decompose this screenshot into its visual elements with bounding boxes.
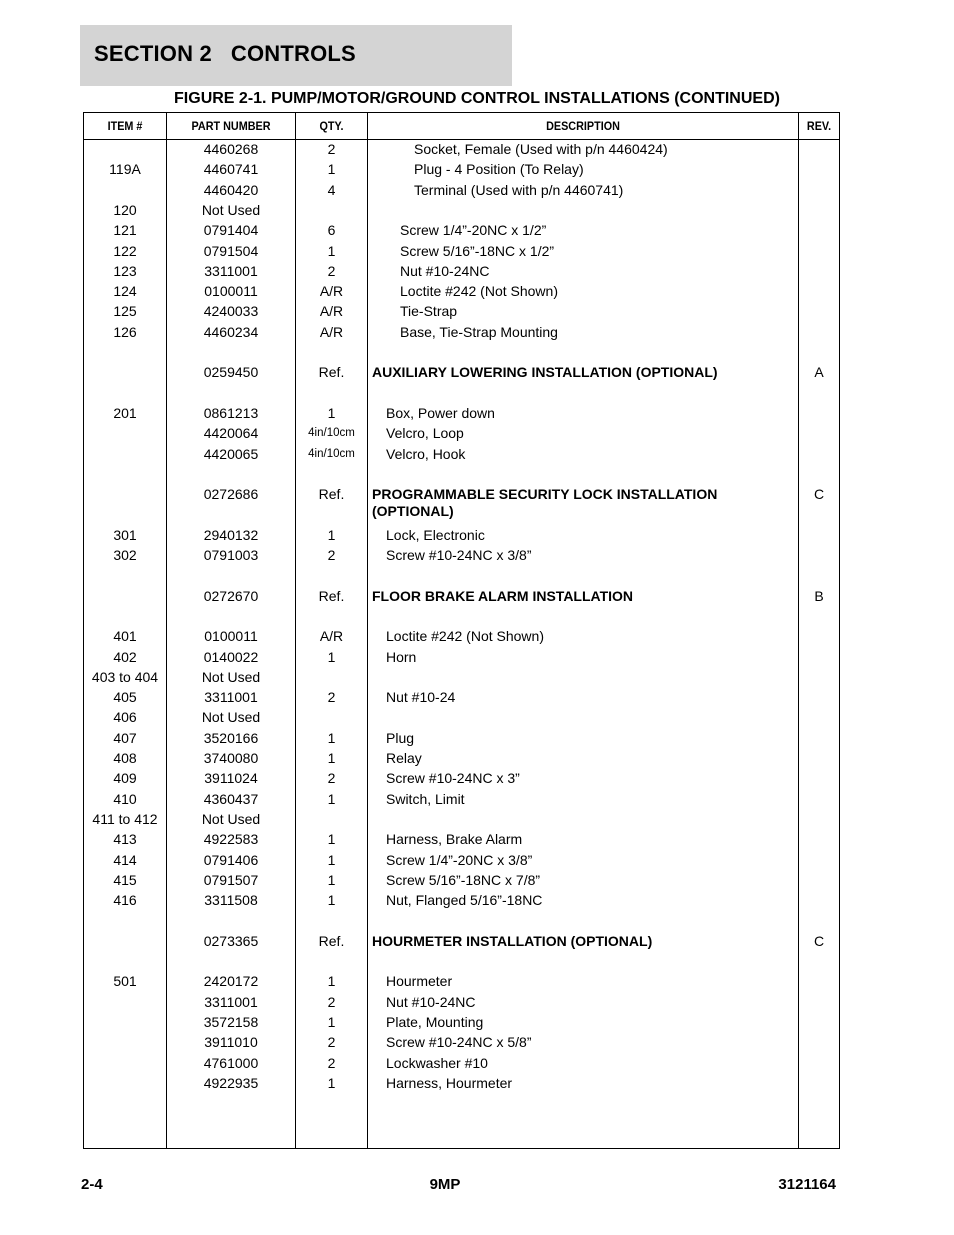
quantity-cell: A/R	[319, 628, 344, 645]
description-cell: Screw #10-24NC x 3/8”	[386, 547, 532, 563]
part-number-cell: 0100011	[204, 283, 258, 300]
quantity-cell: Ref.	[318, 932, 345, 949]
header-part-number: PART NUMBER	[191, 119, 271, 133]
quantity-cell: 4in/10cm	[308, 447, 355, 460]
part-number-cell: 0791404	[203, 222, 259, 239]
item-number-cell: 408	[113, 750, 137, 766]
description-cell: Screw 1/4”-20NC x 1/2”	[400, 222, 547, 239]
description-cell: PROGRAMMABLE SECURITY LOCK INSTALLATION (OPTIONAL)	[372, 486, 718, 520]
description-cell: AUXILIARY LOWERING INSTALLATION (OPTIONAL)	[372, 364, 718, 381]
part-number-cell: 0273365	[203, 932, 259, 949]
description-cell: Velcro, Hook	[386, 445, 466, 462]
description-cell: Base, Tie-Strap Mounting	[400, 323, 558, 340]
quantity-cell: 1	[327, 729, 336, 746]
quantity-cell: 2	[327, 262, 336, 279]
description-cell: Screw 5/16”-18NC x 7/8”	[386, 871, 541, 888]
item-number-cell: 120	[113, 201, 137, 218]
part-number-cell: 3740080	[203, 750, 259, 766]
description-cell: Lockwasher #10	[386, 1054, 488, 1071]
part-number-cell: 3311001	[204, 262, 258, 279]
description-cell: Horn	[386, 648, 417, 665]
part-number-cell: Not Used	[201, 668, 261, 685]
header-qty: QTY.	[319, 119, 344, 133]
description-cell: Hourmeter	[386, 973, 453, 990]
quantity-cell: A/R	[319, 283, 344, 300]
description-cell: Screw #10-24NC x 3”	[386, 770, 520, 787]
quantity-cell: 1	[327, 892, 336, 909]
part-number-cell: Not Used	[201, 810, 261, 827]
description-cell: Screw 1/4”-20NC x 3/8”	[386, 851, 533, 868]
description-cell: Harness, Hourmeter	[386, 1074, 513, 1091]
quantity-cell: 2	[327, 1054, 336, 1071]
revision-cell: C	[813, 932, 825, 949]
header-description: DESCRIPTION	[546, 119, 620, 133]
section-title: SECTION 2 CONTROLS	[94, 41, 356, 66]
description-cell: Terminal (Used with p/n 4460741)	[414, 181, 624, 198]
description-cell: Velcro, Loop	[386, 425, 464, 442]
part-number-cell: 0791507	[203, 871, 259, 888]
item-number-cell: 124	[113, 283, 137, 300]
footer-doc-number: 3121164	[778, 1176, 836, 1193]
part-number-cell: 4922583	[203, 831, 259, 848]
description-cell: Nut, Flanged 5/16”-18NC	[386, 892, 543, 909]
header-rev: REV.	[806, 119, 832, 133]
part-number-cell: 4420065	[203, 445, 259, 462]
item-number-cell: 125	[113, 303, 137, 320]
quantity-cell: 4in/10cm	[308, 427, 355, 440]
item-number-cell: 123	[113, 262, 137, 279]
description-cell: Plug	[386, 729, 415, 746]
footer-page-number: 2-4	[81, 1176, 103, 1193]
figure-title: FIGURE 2-1. PUMP/MOTOR/GROUND CONTROL INSTALLATIONS (CONTINUED)	[174, 90, 780, 107]
part-number-cell: 4460234	[203, 323, 259, 340]
description-cell: Relay	[386, 750, 422, 766]
description-cell: Loctite #242 (Not Shown)	[386, 628, 544, 645]
part-number-cell: 3311508	[204, 892, 258, 909]
quantity-cell: 1	[327, 790, 336, 807]
part-number-cell: 0791504	[203, 242, 259, 259]
item-number-cell: 415	[113, 871, 137, 888]
part-number-cell: 3911010	[204, 1034, 258, 1051]
item-number-cell: 301	[113, 526, 137, 543]
quantity-cell: 1	[327, 750, 336, 766]
item-number-cell: 119A	[109, 161, 141, 178]
quantity-cell: A/R	[319, 303, 344, 320]
quantity-cell: 1	[327, 831, 336, 848]
part-number-cell: 3311001	[204, 689, 258, 706]
quantity-cell: 6	[327, 222, 336, 239]
parts-table	[83, 112, 840, 1149]
description-cell: Loctite #242 (Not Shown)	[400, 283, 558, 300]
item-number-cell: 302	[113, 547, 137, 563]
quantity-cell: 1	[327, 648, 336, 665]
revision-cell: A	[814, 364, 824, 381]
part-number-cell: 3572158	[203, 1013, 259, 1030]
description-cell: Tie-Strap	[400, 303, 458, 320]
description-cell: Plug - 4 Position (To Relay)	[414, 161, 584, 178]
quantity-cell: 1	[327, 1074, 336, 1091]
item-number-cell: 411 to 412	[92, 810, 158, 827]
quantity-cell: 2	[327, 1034, 336, 1051]
quantity-cell: Ref.	[318, 364, 345, 381]
description-cell: Plate, Mounting	[386, 1013, 484, 1030]
description-cell: FLOOR BRAKE ALARM INSTALLATION	[372, 587, 634, 604]
item-number-cell: 402	[113, 648, 137, 665]
item-number-cell: 410	[113, 790, 137, 807]
quantity-cell: 1	[327, 526, 336, 543]
item-number-cell: 407	[113, 729, 137, 746]
quantity-cell: 1	[327, 973, 336, 990]
part-number-cell: 4922935	[203, 1074, 259, 1091]
description-cell: Screw 5/16”-18NC x 1/2”	[400, 242, 555, 259]
item-number-cell: 501	[113, 973, 137, 990]
quantity-cell: 1	[327, 404, 336, 421]
part-number-cell: 0100011	[204, 628, 258, 645]
part-number-cell: 0272686	[203, 486, 259, 503]
description-cell: Screw #10-24NC x 5/8”	[386, 1034, 532, 1051]
quantity-cell: 1	[327, 871, 336, 888]
description-cell: Lock, Electronic	[386, 526, 485, 543]
item-number-cell: 401	[113, 628, 137, 645]
description-cell: Box, Power down	[386, 404, 495, 421]
description-cell: Harness, Brake Alarm	[386, 831, 523, 848]
item-number-cell: 416	[113, 892, 137, 909]
quantity-cell: 2	[327, 770, 336, 787]
part-number-cell: 0140022	[203, 648, 259, 665]
quantity-cell: 2	[327, 141, 336, 157]
header-divider	[84, 139, 839, 140]
quantity-cell: 1	[327, 1013, 336, 1030]
item-number-cell: 126	[113, 323, 137, 340]
part-number-cell: Not Used	[201, 709, 261, 726]
quantity-cell: A/R	[319, 323, 344, 340]
part-number-cell: 4460420	[203, 181, 259, 198]
part-number-cell: 4460268	[203, 141, 259, 157]
description-cell: Nut #10-24	[386, 689, 456, 706]
part-number-cell: 3911024	[204, 770, 258, 787]
quantity-cell: 1	[327, 161, 336, 178]
description-cell: Nut #10-24NC	[386, 993, 476, 1010]
item-number-cell: 409	[113, 770, 137, 787]
description-cell: Switch, Limit	[386, 790, 465, 807]
part-number-cell: 0259450	[203, 364, 259, 381]
item-number-cell: 413	[113, 831, 137, 848]
header-item: ITEM #	[107, 119, 143, 133]
part-number-cell: 4240033	[203, 303, 259, 320]
part-number-cell: 3311001	[204, 993, 258, 1010]
quantity-cell: Ref.	[318, 587, 345, 604]
item-number-cell: 403 to 404	[91, 668, 159, 685]
part-number-cell: 0791406	[203, 851, 259, 868]
part-number-cell: 4761000	[203, 1054, 259, 1071]
item-number-cell: 414	[113, 851, 137, 868]
item-number-cell: 201	[113, 404, 137, 421]
quantity-cell: 4	[327, 181, 336, 198]
item-number-cell: 406	[113, 709, 137, 726]
part-number-cell: 4420064	[203, 425, 259, 442]
revision-cell: C	[813, 486, 825, 503]
quantity-cell: 2	[327, 993, 336, 1010]
quantity-cell: 1	[327, 242, 336, 259]
part-number-cell: 0272670	[203, 587, 259, 604]
part-number-cell: 3520166	[203, 729, 259, 746]
part-number-cell: Not Used	[201, 201, 261, 218]
description-cell: Socket, Female (Used with p/n 4460424)	[414, 141, 668, 157]
quantity-cell: 2	[327, 689, 336, 706]
description-cell: Nut #10-24NC	[400, 262, 490, 279]
part-number-cell: 2940132	[203, 526, 259, 543]
revision-cell: B	[814, 587, 824, 604]
quantity-cell: Ref.	[318, 486, 345, 503]
item-number-cell: 122	[113, 242, 137, 259]
item-number-cell: 121	[113, 222, 137, 239]
part-number-cell: 4360437	[203, 790, 259, 807]
footer-model: 9MP	[429, 1176, 461, 1193]
part-number-cell: 2420172	[203, 973, 259, 990]
section-header-bar	[80, 25, 512, 86]
part-number-cell: 0791003	[203, 547, 259, 563]
description-cell: HOURMETER INSTALLATION (OPTIONAL)	[372, 932, 653, 949]
part-number-cell: 4460741	[203, 161, 259, 178]
quantity-cell: 2	[327, 547, 336, 563]
item-number-cell: 405	[113, 689, 137, 706]
part-number-cell: 0861213	[203, 404, 259, 421]
quantity-cell: 1	[327, 851, 336, 868]
